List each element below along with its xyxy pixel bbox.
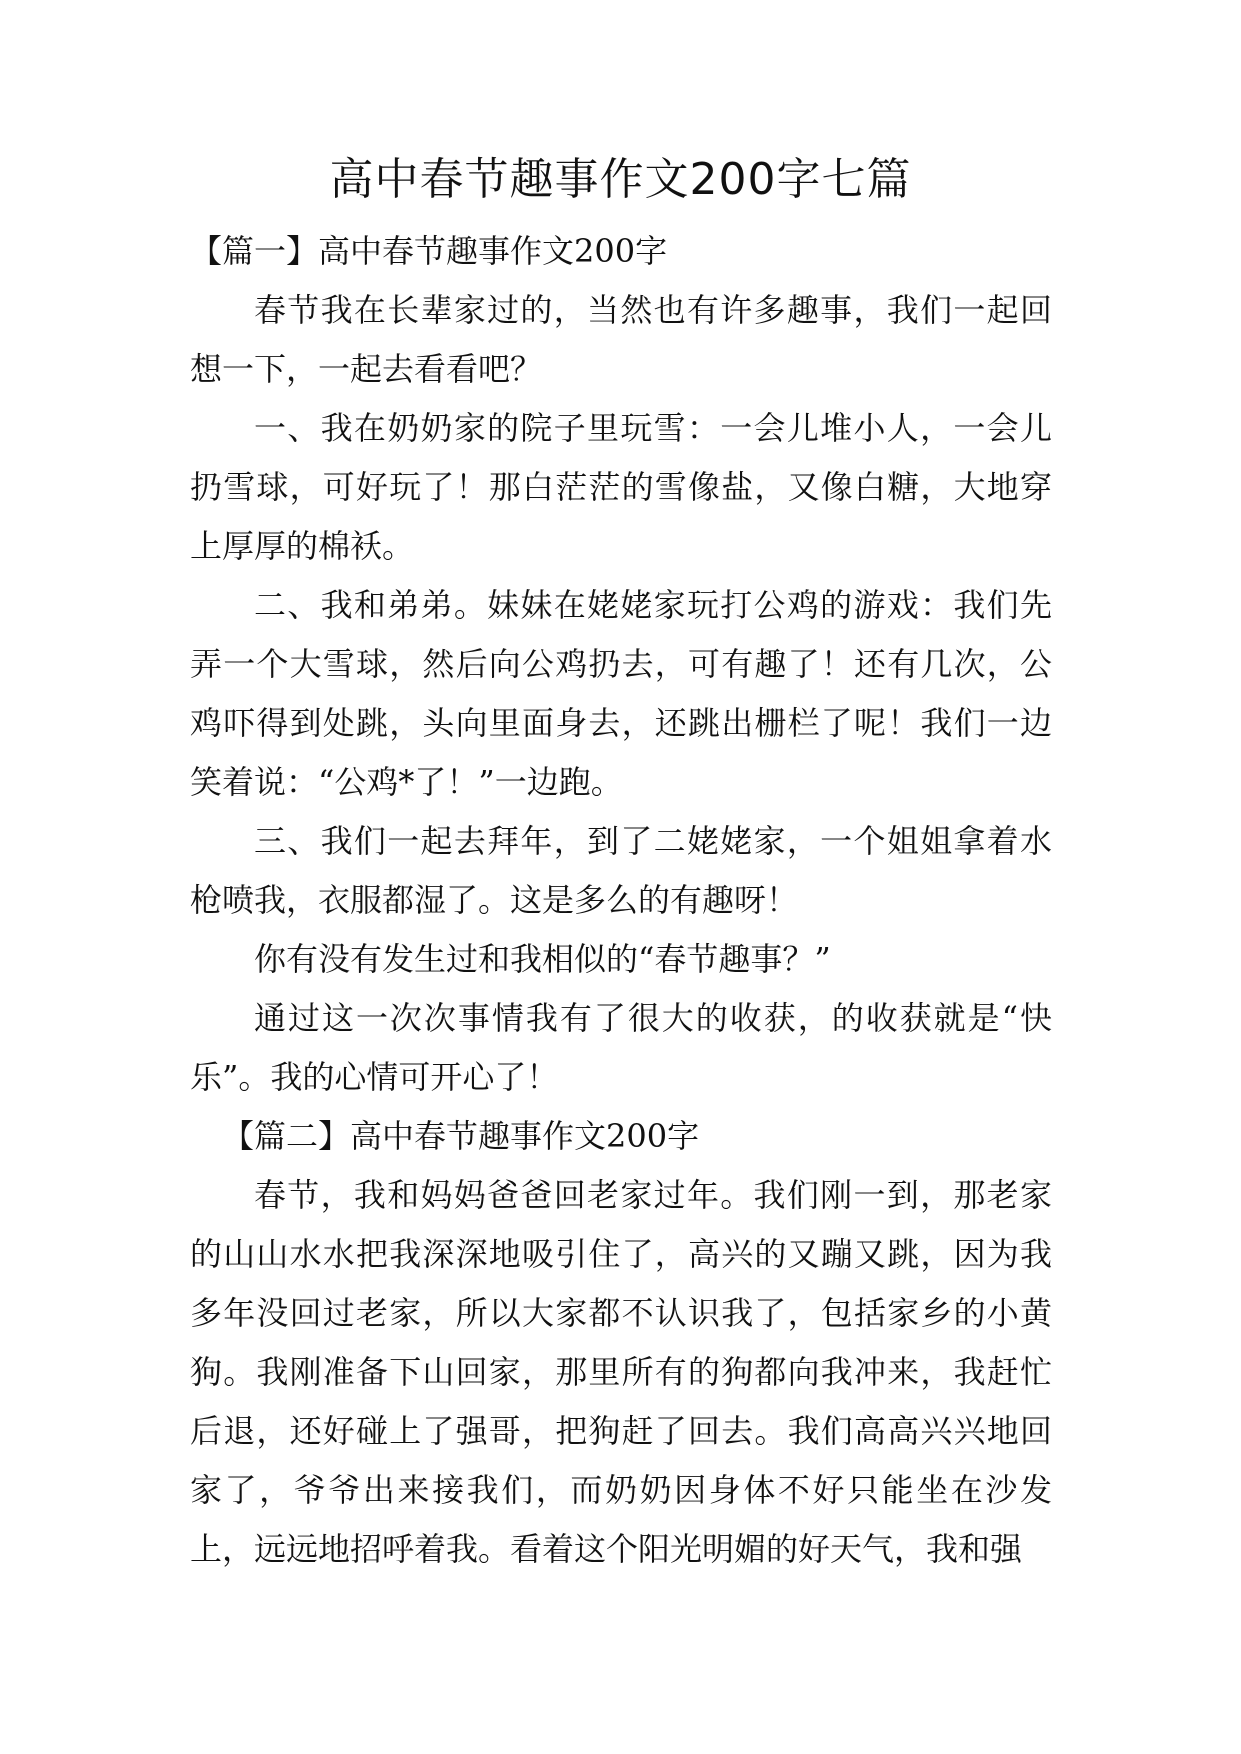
- paragraph: 一、我在奶奶家的院子里玩雪：一会儿堆小人，一会儿扔雪球，可好玩了！那白茫茫的雪像盐，又像白糖，大地穿上厚厚的棉袄。: [190, 409, 1052, 565]
- document-title: 高中春节趣事作文200字七篇: [329, 154, 912, 205]
- paragraph: 二、我和弟弟。妹妹在姥姥家玩打公鸡的游戏：我们先弄一个大雪球，然后向公鸡扔去，可有趣了！还有几次，公鸡吓得到处跳，头向里面身去，还跳出栅栏了呢！我们一边笑着说：“公鸡*了！”一边跑。: [190, 586, 1052, 801]
- paragraph: 三、我们一起去拜年，到了二姥姥家，一个姐姐拿着水枪喷我，衣服都湿了。这是多么的有趣呀！: [190, 822, 1052, 919]
- section-heading-1: 【篇一】高中春节趣事作文200字: [190, 232, 668, 270]
- paragraph: 春节我在长辈家过的，当然也有许多趣事，我们一起回想一下，一起去看看吧？: [190, 291, 1052, 388]
- document-body: [190, 222, 1052, 1579]
- paragraph: 春节，我和妈妈爸爸回老家过年。我们刚一到，那老家的山山水水把我深深地吸引住了，高兴的又蹦又跳，因为我多年没回过老家，所以大家都不认识我了，包括家乡的小黄狗。我刚准备下山回家，那里所有的狗都向我冲来，我赶忙后退，还好碰上了强哥，把狗赶了回去。我们高高兴兴地回家了，爷爷出来接我们，而奶奶因身体不好只能坐在沙发上，远远地招呼着我。看着这个阳光明媚的好天气，我和强: [190, 1176, 1052, 1568]
- paragraph: 通过这一次次事情我有了很大的收获，的收获就是“快乐”。我的心情可开心了！: [190, 999, 1052, 1096]
- paragraph: 你有没有发生过和我相似的“春节趣事？”: [254, 940, 831, 978]
- section-heading-2: 【篇二】高中春节趣事作文200字: [222, 1117, 700, 1155]
